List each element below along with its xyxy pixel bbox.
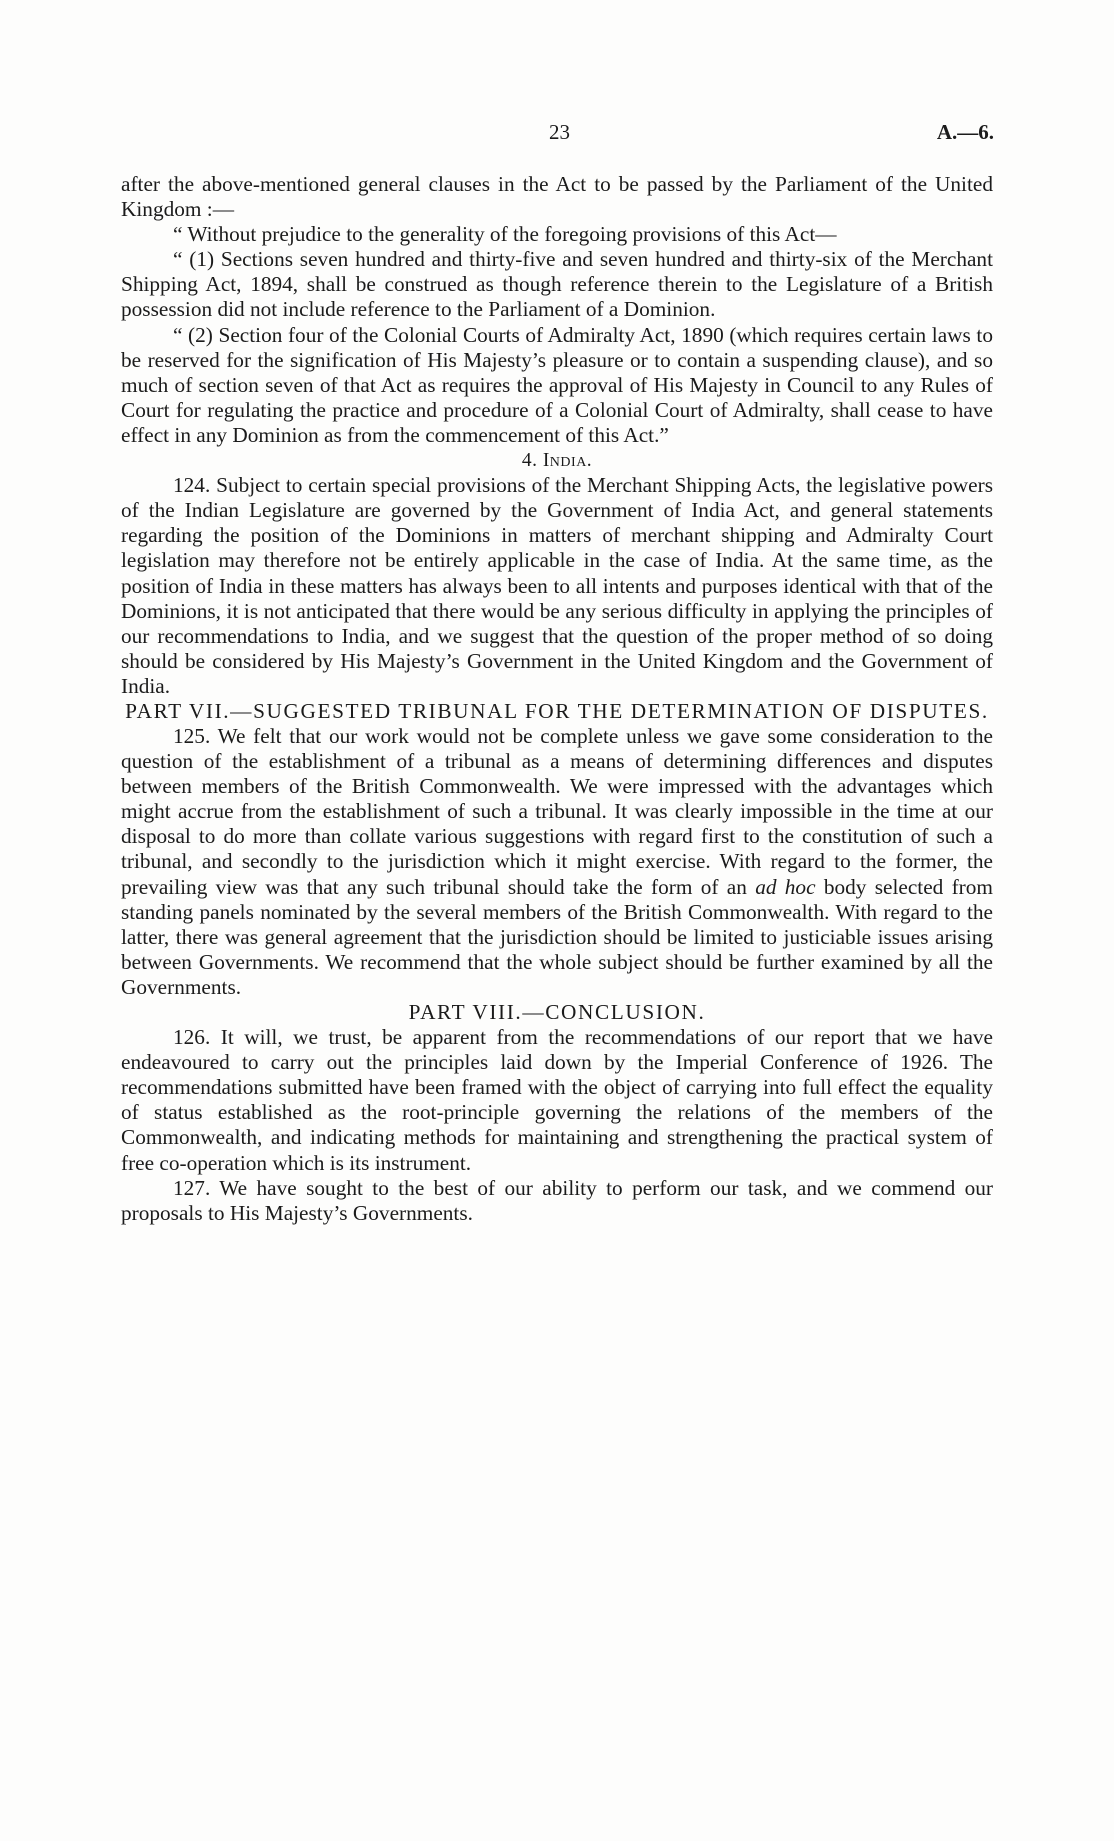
italic-phrase: ad hoc bbox=[755, 874, 816, 899]
paragraph-continuation: after the above-mentioned general clauses in the Act to be passed by the Parliament of the United Kingdom :— bbox=[121, 172, 993, 222]
paragraph-125 bbox=[121, 724, 993, 1000]
part-viii-heading: PART VIII.—CONCLUSION. bbox=[408, 1000, 706, 1024]
paragraph-125-text-a: 125. We felt that our work would not be complete unless we gave some consideration to the question of the establishment of a tribunal as a means of determining differences and disputes between members of the British Commonwealth. We were impressed with the advantages which might accrue from the establishment of such a tribunal. It was clearly impossible in the time at our disposal to do more than collate various suggestions with regard first to the constitution of such a tribunal, and secondly to the jurisdiction which it might exercise. With regard to the former, the prevailing view was that any such tribunal should take the form of an bbox=[121, 723, 993, 899]
page-header bbox=[0, 120, 1114, 150]
quoted-clause-2: “ (2) Section four of the Colonial Courts of Admiralty Act, 1890 (which requires certain laws to be reserved for the signification of His Majesty’s pleasure or to contain a suspending clause), and so much of section seven of that Act as requires the approval of His Majesty in Council to any Rules of Court for regulating the practice and procedure of a Colonial Court of Admiralty, shall cease to have effect in any Dominion as from the commencement of this Act.” bbox=[121, 322, 993, 447]
section-title: India. bbox=[542, 450, 593, 472]
section-heading-india bbox=[121, 448, 993, 473]
quoted-clause-1: “ (1) Sections seven hundred and thirty-five and seven hundred and thirty-six of the Merchant Shipping Act, 1894, shall be construed as though reference therein to the Legislature of a British possession did not include reference to the Parliament of a Dominion. bbox=[121, 247, 993, 322]
paragraph-126: 126. It will, we trust, be apparent from the recommendations of our report that we have endeavoured to carry out the principles laid down by the Imperial Conference of 1926. The recommendations submitted have been framed with the object of carrying into full effect the equality of status established as the root-principle governing the relations of the members of the Commonwealth, and indicating methods for maintaining and strengthening the practical system of free co-operation which is its instrument. bbox=[121, 1025, 993, 1175]
paragraph-125-text-b: body selected from standing panels nominated by the several members of the British Commonwealth. With regard to the latter, there was general agreement that the jurisdiction should be limited to justiciable issues arising between Governments. We recommend that the whole subject should be further examined by all the Governments. bbox=[121, 874, 993, 999]
paragraph-124: 124. Subject to certain special provisions of the Merchant Shipping Acts, the legislative powers of the Indian Legislature are governed by the Government of India Act, and general statements regarding the position of the Dominions in matters of merchant shipping and Admiralty Court legislation may therefore not be entirely applicable in the case of India. At the same time, as the position of India in these matters has always been to all intents and purposes identical with that of the Dominions, it is not anticipated that there would be any serious difficulty in applying the principles of our recommendations to India, and we suggest that the question of the proper method of so doing should be considered by His Majesty’s Government in the United Kingdom and the Government of India. bbox=[121, 473, 993, 698]
quoted-clause-intro: “ Without prejudice to the generality of the foregoing provisions of this Act— bbox=[173, 222, 837, 247]
section-number: 4. bbox=[521, 450, 538, 472]
body-text bbox=[121, 172, 993, 1226]
page-number: 23 bbox=[549, 120, 570, 144]
part-vii-heading: PART VII.—SUGGESTED TRIBUNAL FOR THE DETERMINATION OF DISPUTES. bbox=[125, 698, 989, 723]
paragraph-127: 127. We have sought to the best of our ability to perform our task, and we commend our proposals to His Majesty’s Governments. bbox=[121, 1175, 993, 1225]
document-reference: A.—6. bbox=[936, 120, 994, 144]
